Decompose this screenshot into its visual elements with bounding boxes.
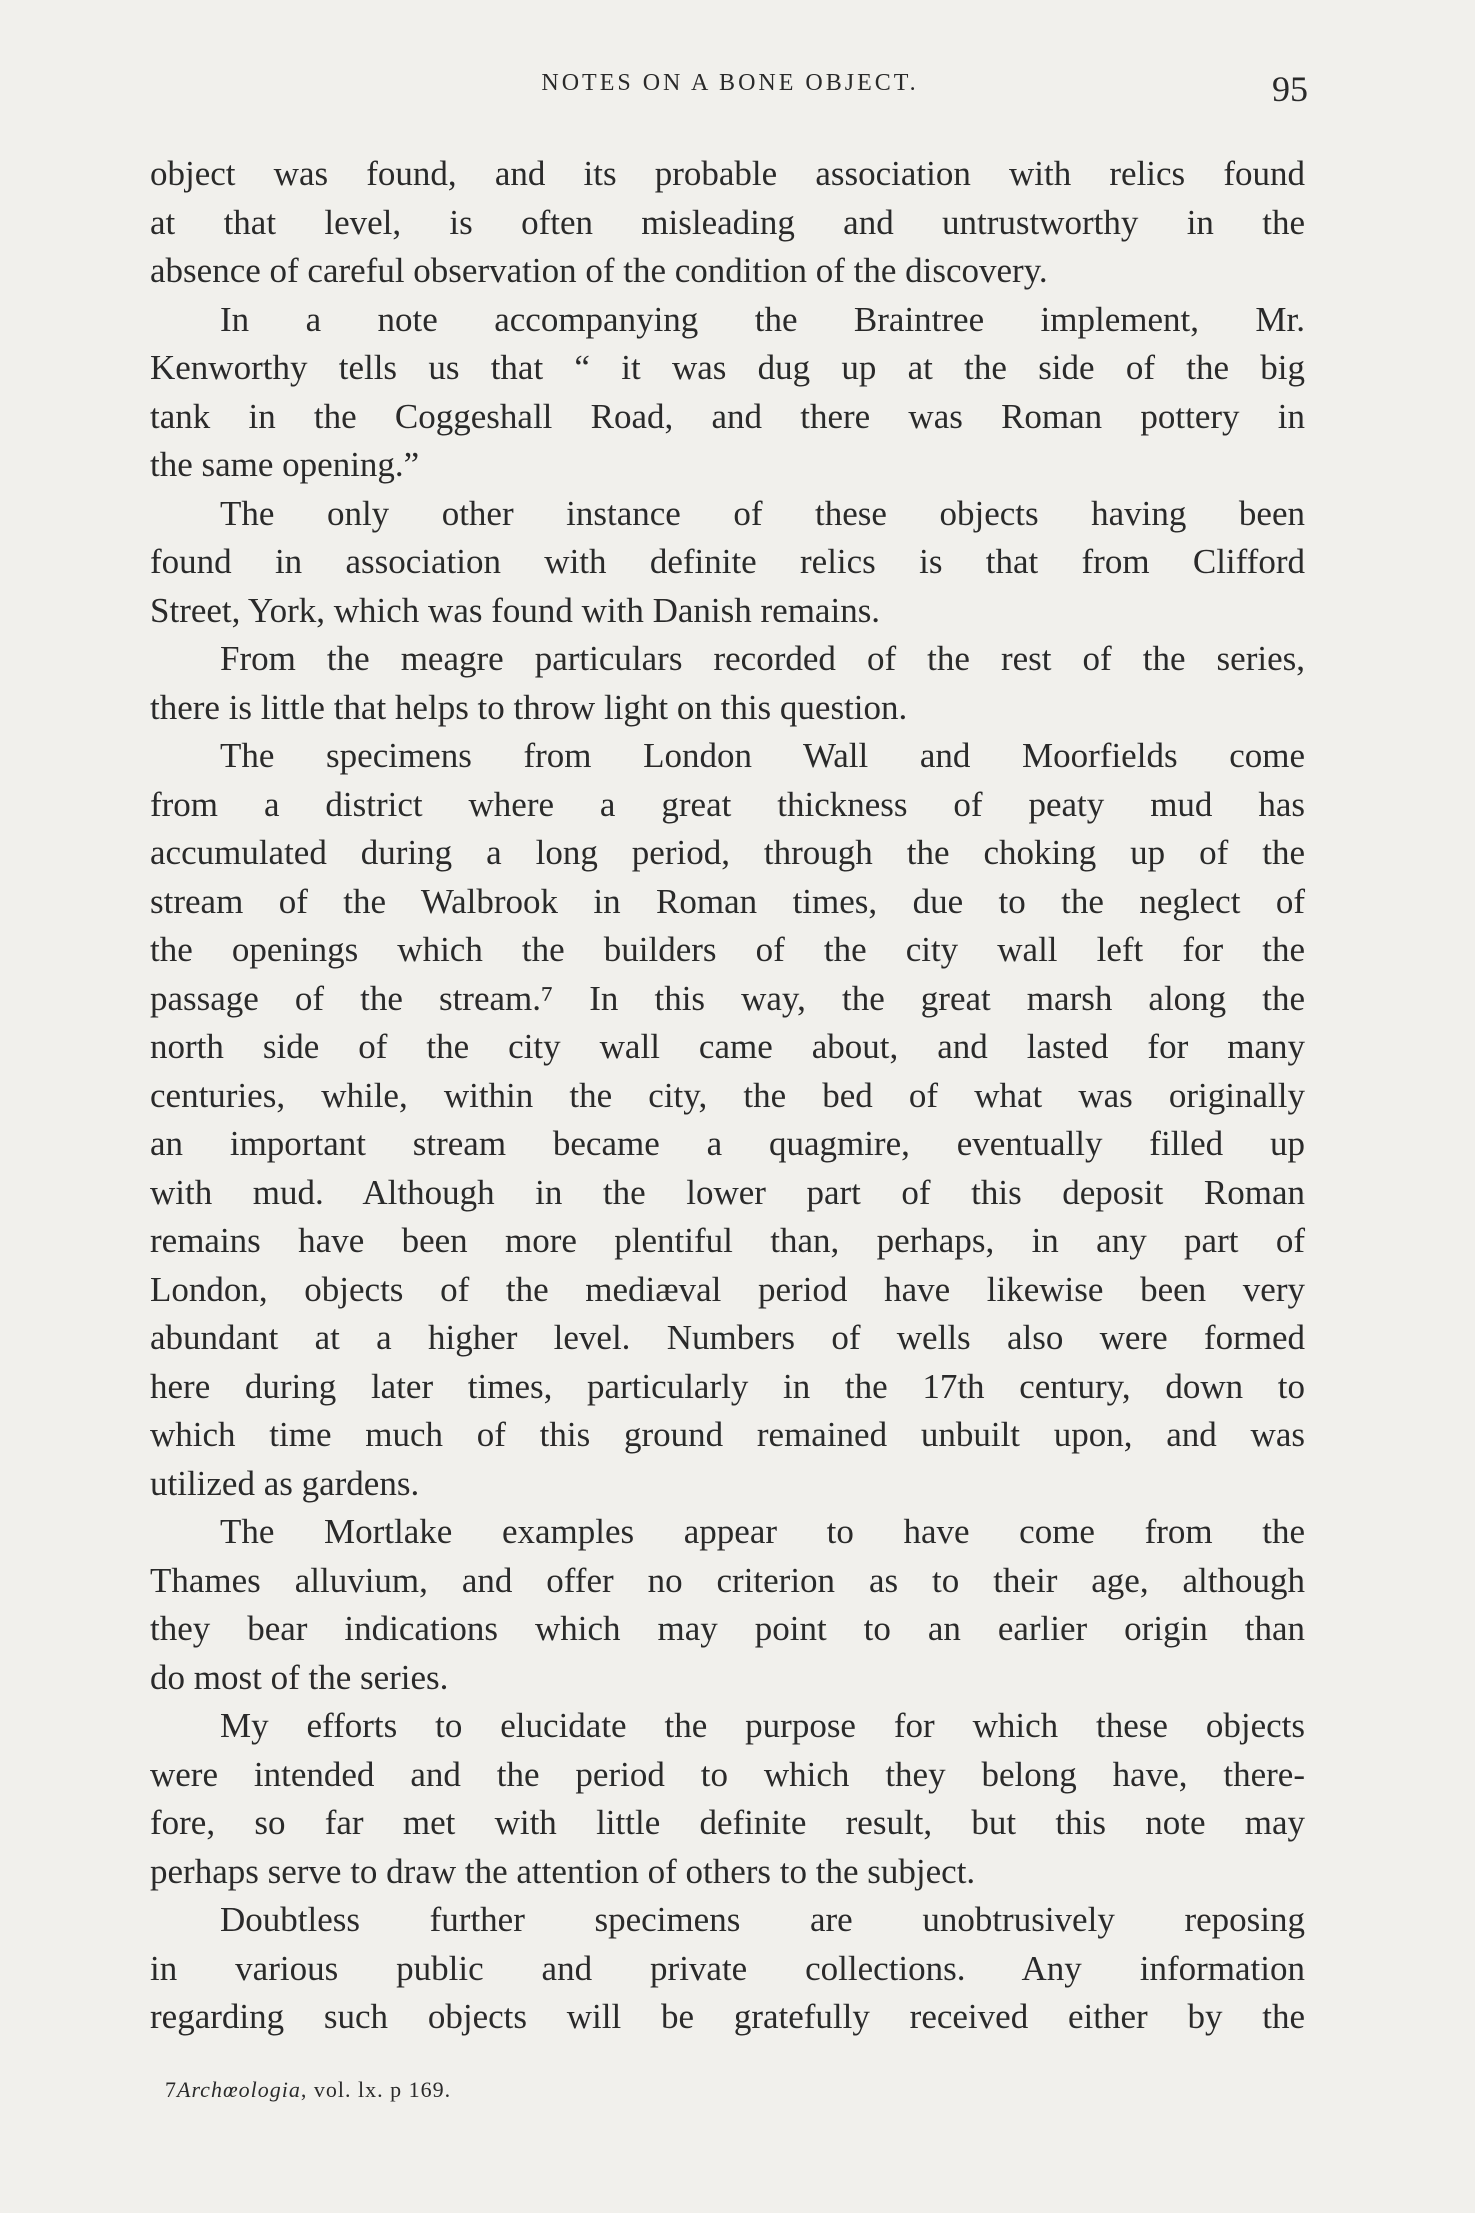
text-line: perhaps serve to draw the attention of others to the subject.	[150, 1851, 976, 1891]
text-line: do most of the series.	[150, 1657, 449, 1697]
text-line: found in association with definite relics is that from Clifford	[150, 542, 1305, 581]
footnote	[165, 2077, 451, 2103]
text-line: with mud. Although in the lower part of this deposit Roman	[150, 1172, 1305, 1212]
text-line: The only other instance of these objects having been	[220, 493, 1305, 533]
text-line: abundant at a higher level. Numbers of wells also were formed	[150, 1318, 1305, 1357]
text-line: London, objects of the mediæval period have likewise been very	[150, 1269, 1305, 1309]
running-title: NOTES ON A BONE OBJECT.	[541, 70, 919, 96]
text-line: remains have been more plentiful than, perhaps, in any part of	[150, 1221, 1305, 1260]
page-number: 95	[1272, 69, 1308, 109]
text-line: absence of careful observation of the condition of the discovery.	[150, 251, 1048, 290]
text-line: The Mortlake examples appear to have come from the	[220, 1512, 1305, 1551]
text-line: at that level, is often misleading and untrustworthy in the	[150, 202, 1305, 242]
body-text	[150, 150, 1305, 2042]
text-line: Thames alluvium, and offer no criterion as to their age, although	[150, 1560, 1305, 1600]
text-line: they bear indications which may point to an earlier origin than	[150, 1609, 1305, 1648]
text-line: which time much of this ground remained unbuilt upon, and was	[150, 1415, 1305, 1454]
text-line: Kenworthy tells us that “ it was dug up at the side of the big	[150, 348, 1305, 387]
text-line: centuries, while, within the city, the bed of what was originally	[150, 1075, 1305, 1115]
text-line: In a note accompanying the Braintree implement, Mr.	[220, 299, 1305, 339]
text-line: utilized as gardens.	[150, 1463, 420, 1503]
text-line: an important stream became a quagmire, eventually filled up	[150, 1124, 1305, 1163]
text-line: accumulated during a long period, through the choking up of the	[150, 833, 1305, 872]
text-line: passage of the stream.⁷ In this way, the great marsh along the	[150, 978, 1305, 1018]
text-line: From the meagre particulars recorded of the rest of the series,	[220, 639, 1305, 678]
footnote-mark: 7	[165, 2077, 177, 2102]
text-line: north side of the city wall came about, and lasted for many	[150, 1027, 1305, 1066]
footnote-reference: , vol. lx. p 169.	[300, 2077, 452, 2102]
text-line: stream of the Walbrook in Roman times, due to the neglect of	[150, 881, 1305, 921]
text-line: were intended and the period to which they belong have, there-	[150, 1754, 1305, 1794]
footnote-title: Archœologia	[177, 2077, 301, 2102]
text-line: the openings which the builders of the city wall left for the	[150, 930, 1305, 969]
text-line: in various public and private collections. Any information	[150, 1948, 1305, 1988]
text-line: the same opening.”	[150, 445, 420, 484]
text-line: Street, York, which was found with Danish remains.	[150, 590, 881, 630]
text-line: from a district where a great thickness of peaty mud has	[150, 784, 1305, 824]
text-line: The specimens from London Wall and Moorfields come	[220, 736, 1305, 775]
text-line: My efforts to elucidate the purpose for which these objects	[220, 1706, 1305, 1745]
text-line: fore, so far met with little definite result, but this note may	[150, 1803, 1305, 1842]
text-line: here during later times, particularly in the 17th century, down to	[150, 1366, 1305, 1406]
text-line: there is little that helps to throw light on this question.	[150, 687, 908, 727]
text-line: tank in the Coggeshall Road, and there was Roman pottery in	[150, 396, 1305, 436]
text-line: object was found, and its probable association with relics found	[150, 154, 1305, 193]
text-line: Doubtless further specimens are unobtrusively reposing	[220, 1900, 1305, 1939]
text-line: regarding such objects will be gratefully received either by the	[150, 1997, 1305, 2036]
running-head	[150, 68, 1310, 118]
